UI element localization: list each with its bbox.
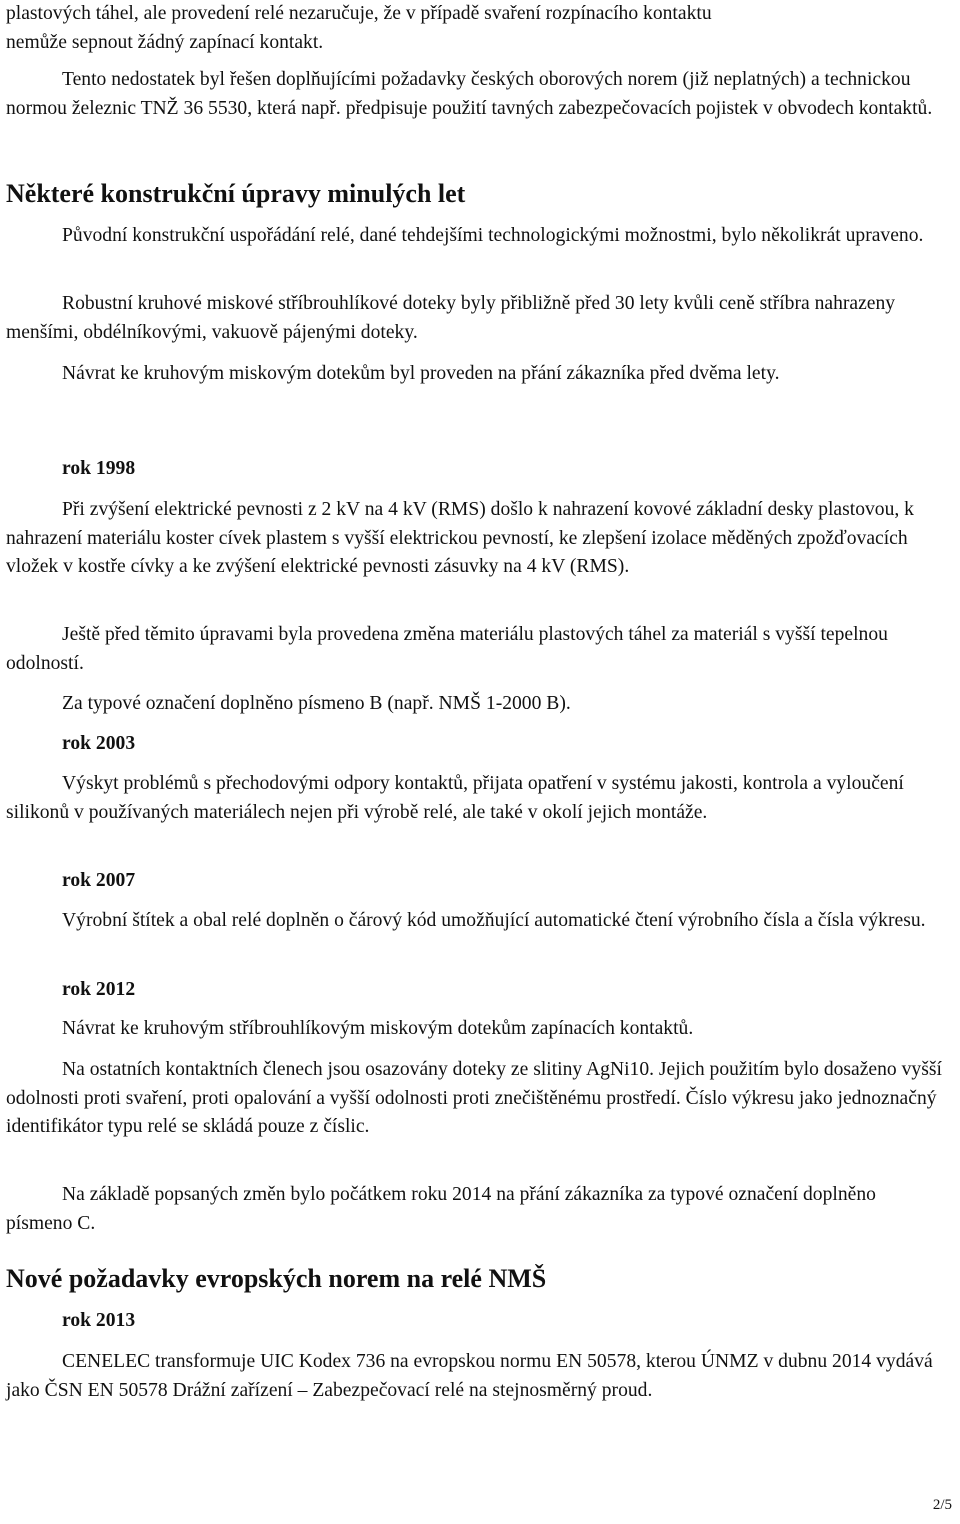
year-heading-2012: rok 2012: [62, 979, 136, 1000]
paragraph-1998-b: Ještě před těmito úpravami byla provedena změna materiálu plastových táhel za materiál s vyšší tepelnou odolností.: [6, 624, 888, 674]
paragraph-navrat: Návrat ke kruhovým miskovým dotekům byl proveden na přání zákazníka před dvěma lety.: [62, 363, 780, 384]
paragraph-robustni: Robustní kruhové miskové stříbrouhlíkové doteky byly přibližně před 30 lety kvůli ceně stříbra nahrazeny menšími, obdélníkovými, vakuově pájenými doteky.: [6, 293, 896, 343]
year-heading-2003: rok 2003: [62, 733, 136, 754]
intro-paragraph: [6, 0, 946, 57]
paragraph-puvodni: Původní konstrukční uspořádání relé, dané tehdejšími technologickými možnostmi, bylo několikrát upraveno.: [62, 225, 924, 246]
intro-line-1: plastových táhel, ale provedení relé nezaručuje, že v případě svaření rozpínacího kontaktu: [6, 3, 712, 24]
paragraph-2007: Výrobní štítek a obal relé doplněn o čárový kód umožňující automatické čtení výrobního čísla a čísla výkresu.: [62, 910, 926, 931]
paragraph-2012-b: Na ostatních kontaktních členech jsou osazovány doteky ze slitiny AgNi10. Jejich použitím bylo dosaženo vyšší odolnosti proti svaření, proti opalování a vyšší odolnosti proti znečištěnému prostředí. Číslo výkresu jako jednoznačný identifikátor typu relé se skládá pouze z číslic.: [6, 1059, 942, 1137]
paragraph-1998-c: Za typové označení doplněno písmeno B (např. NMŠ 1-2000 B).: [62, 693, 571, 714]
heading-konstrukcni-upravy: Některé konstrukční úpravy minulých let: [6, 179, 466, 208]
heading-nove-pozadavky: Nové požadavky evropských norem na relé NMŠ: [6, 1264, 547, 1293]
year-heading-2007: rok 2007: [62, 870, 136, 891]
paragraph-2013: CENELEC transformuje UIC Kodex 736 na evropskou normu EN 50578, kterou ÚNMZ v dubnu 2014 vydává jako ČSN EN 50578 Drážní zařízení – Zabezpečovací relé na stejnosměrný proud.: [6, 1351, 933, 1401]
paragraph-1998-a: Při zvýšení elektrické pevnosti z 2 kV na 4 kV (RMS) došlo k nahrazení kovové základní desky plastovou, k nahrazení materiálu koster cívek plastem s vyšší elektrickou pevností, ke zlepšení izolace měděných zpožďovacích vložek v kostře cívky a ke zvýšení elektrické pevnosti zásuvky na 4 kV (RMS).: [6, 499, 914, 577]
paragraph-2003: Výskyt problémů s přechodovými odpory kontaktů, přijata opatření v systému jakosti, kontrola a vyloučení silikonů v používaných materiálech nejen při výrobě relé, ale také v okolí jejich montáže.: [6, 773, 904, 823]
paragraph-2012-c: Na základě popsaných změn bylo počátkem roku 2014 na přání zákazníka za typové označení doplněno písmeno C.: [6, 1184, 876, 1234]
year-heading-2013: rok 2013: [62, 1310, 136, 1331]
paragraph-tento: Tento nedostatek byl řešen doplňujícími požadavky českých oborových norem (již neplatných) a technickou normou železnic TNŽ 36 5530, která např. předpisuje použití tavných zabezpečovacích pojistek v obvodech kontaktů.: [6, 69, 933, 119]
page-number: 2/5: [932, 1497, 952, 1513]
intro-line-2: nemůže sepnout žádný zapínací kontakt.: [6, 31, 324, 53]
paragraph-2012-a: Návrat ke kruhovým stříbrouhlíkovým miskovým dotekům zapínacích kontaktů.: [62, 1018, 694, 1039]
year-heading-1998: rok 1998: [62, 458, 136, 479]
